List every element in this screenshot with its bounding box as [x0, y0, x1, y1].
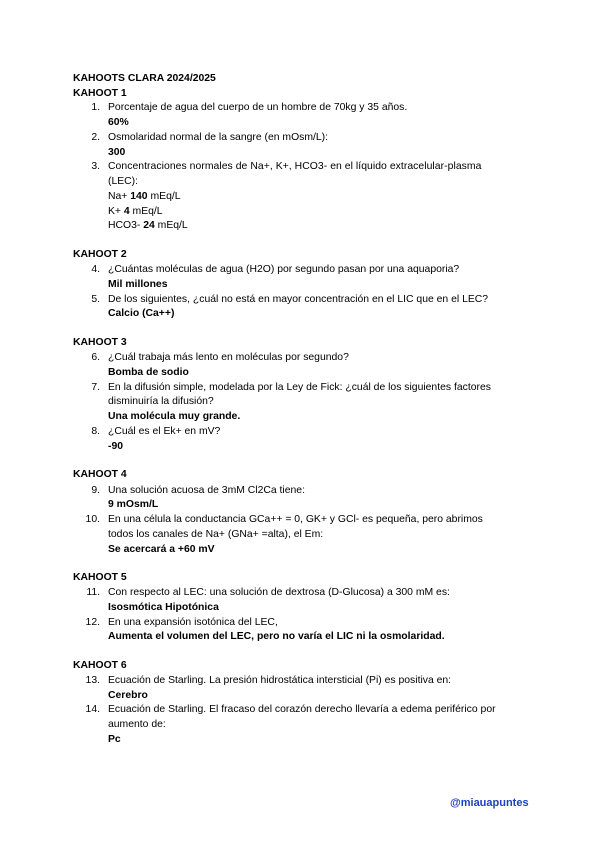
answer-k-value: 4 — [123, 206, 130, 217]
section-heading-kahoot-6: KAHOOT 6 — [73, 660, 127, 671]
question-text-cont: disminuiría la difusión? — [108, 396, 214, 407]
answer-text: 60% — [108, 117, 129, 128]
answer-text: Isosmótica Hipotónica — [108, 602, 219, 613]
question-text: Osmolaridad normal de la sangre (en mOsm/L): — [108, 132, 329, 143]
question-number: 1. — [91, 102, 100, 113]
question-text: Con respecto al LEC: una solución de dextrosa (D-Glucosa) a 300 mM es: — [108, 587, 450, 598]
answer-k: K+ 4 mEq/L — [108, 206, 163, 217]
answer-text: Cerebro — [108, 690, 148, 701]
question-number: 3. — [91, 161, 100, 172]
answer-na-value: 140 — [130, 191, 148, 202]
section-heading-kahoot-3: KAHOOT 3 — [73, 337, 127, 348]
question-text: Ecuación de Starling. La presión hidrostática intersticial (Pi) es positiva en: — [108, 675, 452, 686]
question-text: De los siguientes, ¿cuál no está en mayor concentración en el LIC que en el LEC? — [108, 294, 489, 305]
question-text: ¿Cuántas moléculas de agua (H2O) por segundo pasan por una aquaporia? — [108, 264, 460, 275]
question-number: 12. — [85, 617, 100, 628]
question-number: 14. — [85, 704, 100, 715]
question-text-cont: todos los canales de Na+ (GNa+ =alta), el Em: — [108, 529, 324, 540]
question-text: ¿Cuál trabaja más lento en moléculas por segundo? — [108, 352, 349, 363]
question-number: 2. — [91, 132, 100, 143]
answer-hco3: HCO3- 24 mEq/L — [108, 220, 188, 231]
question-text-cont: (LEC): — [108, 176, 139, 187]
section-heading-kahoot-1: KAHOOT 1 — [73, 88, 127, 99]
question-text: Concentraciones normales de Na+, K+, HCO3- en el líquido extracelular-plasma — [108, 161, 482, 172]
author-watermark: @miauapuntes — [450, 797, 529, 809]
question-number: 11. — [86, 587, 100, 598]
question-text: Ecuación de Starling. El fracaso del corazón derecho llevaría a edema periférico por — [108, 704, 496, 715]
section-heading-kahoot-4: KAHOOT 4 — [73, 469, 127, 480]
question-text: En la difusión simple, modelada por la Ley de Fick: ¿cuál de los siguientes factores — [108, 382, 491, 393]
answer-text: Mil millones — [108, 279, 168, 290]
answer-text: Bomba de sodio — [108, 367, 189, 378]
question-number: 7. — [91, 382, 100, 393]
answer-text: Aumenta el volumen del LEC, pero no varía el LIC ni la osmolaridad. — [108, 631, 445, 642]
question-text: Una solución acuosa de 3mM Cl2Ca tiene: — [108, 485, 305, 496]
answer-text: -90 — [108, 441, 124, 452]
question-number: 8. — [91, 426, 100, 437]
question-number: 6. — [91, 352, 100, 363]
document-title: KAHOOTS CLARA 2024/2025 — [73, 73, 216, 84]
question-text: En una expansión isotónica del LEC, — [108, 617, 278, 628]
answer-text: Pc — [108, 734, 121, 745]
question-number: 10. — [85, 514, 100, 525]
question-number: 4. — [91, 264, 100, 275]
section-heading-kahoot-5: KAHOOT 5 — [73, 572, 127, 583]
question-number: 9. — [91, 485, 100, 496]
answer-hco3-value: 24 — [143, 220, 155, 231]
question-number: 13. — [85, 675, 100, 686]
answer-text: Calcio (Ca++) — [108, 308, 175, 319]
section-heading-kahoot-2: KAHOOT 2 — [73, 249, 127, 260]
question-text: ¿Cuál es el Ek+ en mV? — [108, 426, 221, 437]
question-text-cont: aumento de: — [108, 719, 166, 730]
question-text: En una célula la conductancia GCa++ = 0, GK+ y GCl- es pequeña, pero abrimos — [108, 514, 483, 525]
answer-text: 9 mOsm/L — [108, 499, 159, 510]
answer-na: Na+ 140 mEq/L — [108, 191, 181, 202]
question-number: 5. — [91, 294, 100, 305]
answer-text: Una molécula muy grande. — [108, 411, 241, 422]
question-text: Porcentaje de agua del cuerpo de un hombre de 70kg y 35 años. — [108, 102, 408, 113]
answer-text: Se acercará a +60 mV — [108, 544, 215, 555]
answer-text: 300 — [108, 147, 126, 158]
